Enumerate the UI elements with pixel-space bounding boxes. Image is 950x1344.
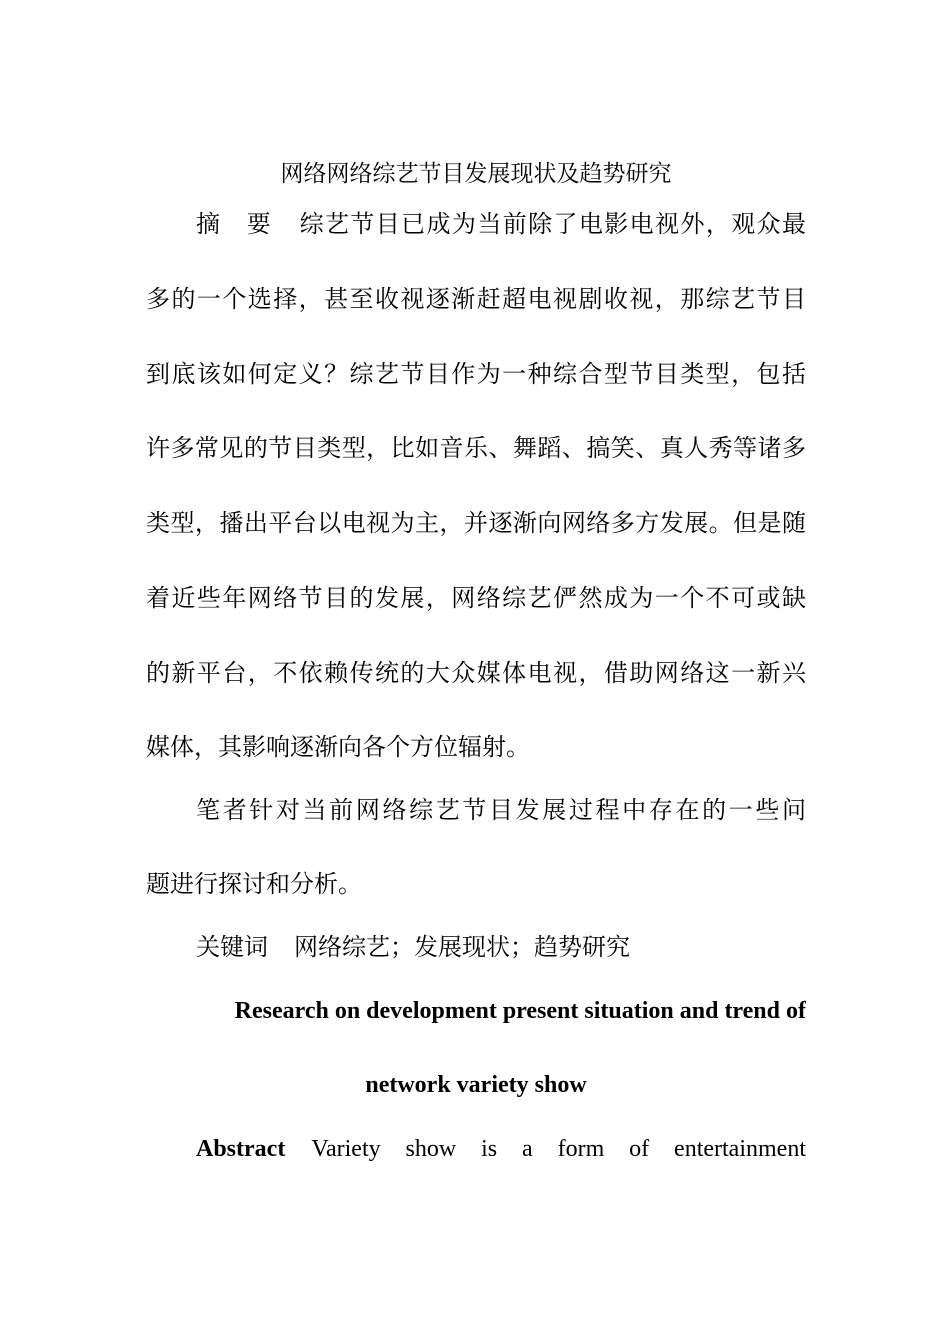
keywords-text: 网络综艺；发展现状；趋势研究 [294,933,630,961]
abstract-line-5: 类型，播出平台以电视为主，并逐渐向网络多方发展。但是随 [146,509,806,537]
abstract-line-8: 媒体，其影响逐渐向各个方位辐射。 [146,733,530,761]
abstract-line-4: 许多常见的节目类型，比如音乐、舞蹈、搞笑、真人秀等诸多 [146,434,806,462]
document-page [146,0,806,1344]
abstract-line-2: 多的一个选择，甚至收视逐渐赶超电视剧收视，那综艺节目 [146,285,806,313]
abstract-line-1: 综艺节目已成为当前除了电影电视外，观众最 [298,210,806,238]
keywords-line [196,932,806,962]
paragraph2-line-1: 笔者针对当前网络综艺节目发展过程中存在的一些问 [196,796,806,824]
abstract-en-line-1: Variety show is a form of entertainment [311,1136,806,1162]
document-title-cn: 网络网络综艺节目发展现状及趋势研究 [280,161,672,187]
document-title-en-line-1: Research on development present situation and trend of [234,998,806,1024]
abstract-en-first-line [196,1134,806,1164]
abstract-en-label: Abstract [196,1136,286,1162]
abstract-line-3: 到底该如何定义？综艺节目作为一种综合型节目类型，包括 [146,360,806,388]
abstract-line-7: 的新平台，不依赖传统的大众媒体电视，借助网络这一新兴 [146,659,806,687]
abstract-first-line [196,209,806,239]
paragraph2-line-2: 题进行探讨和分析。 [146,870,362,898]
document-title-en-line-2: network variety show [365,1072,587,1098]
abstract-label: 摘 要 [196,210,273,238]
keywords-label: 关键词 [196,933,268,961]
abstract-line-6: 着近些年网络节目的发展，网络综艺俨然成为一个不可或缺 [146,584,806,612]
